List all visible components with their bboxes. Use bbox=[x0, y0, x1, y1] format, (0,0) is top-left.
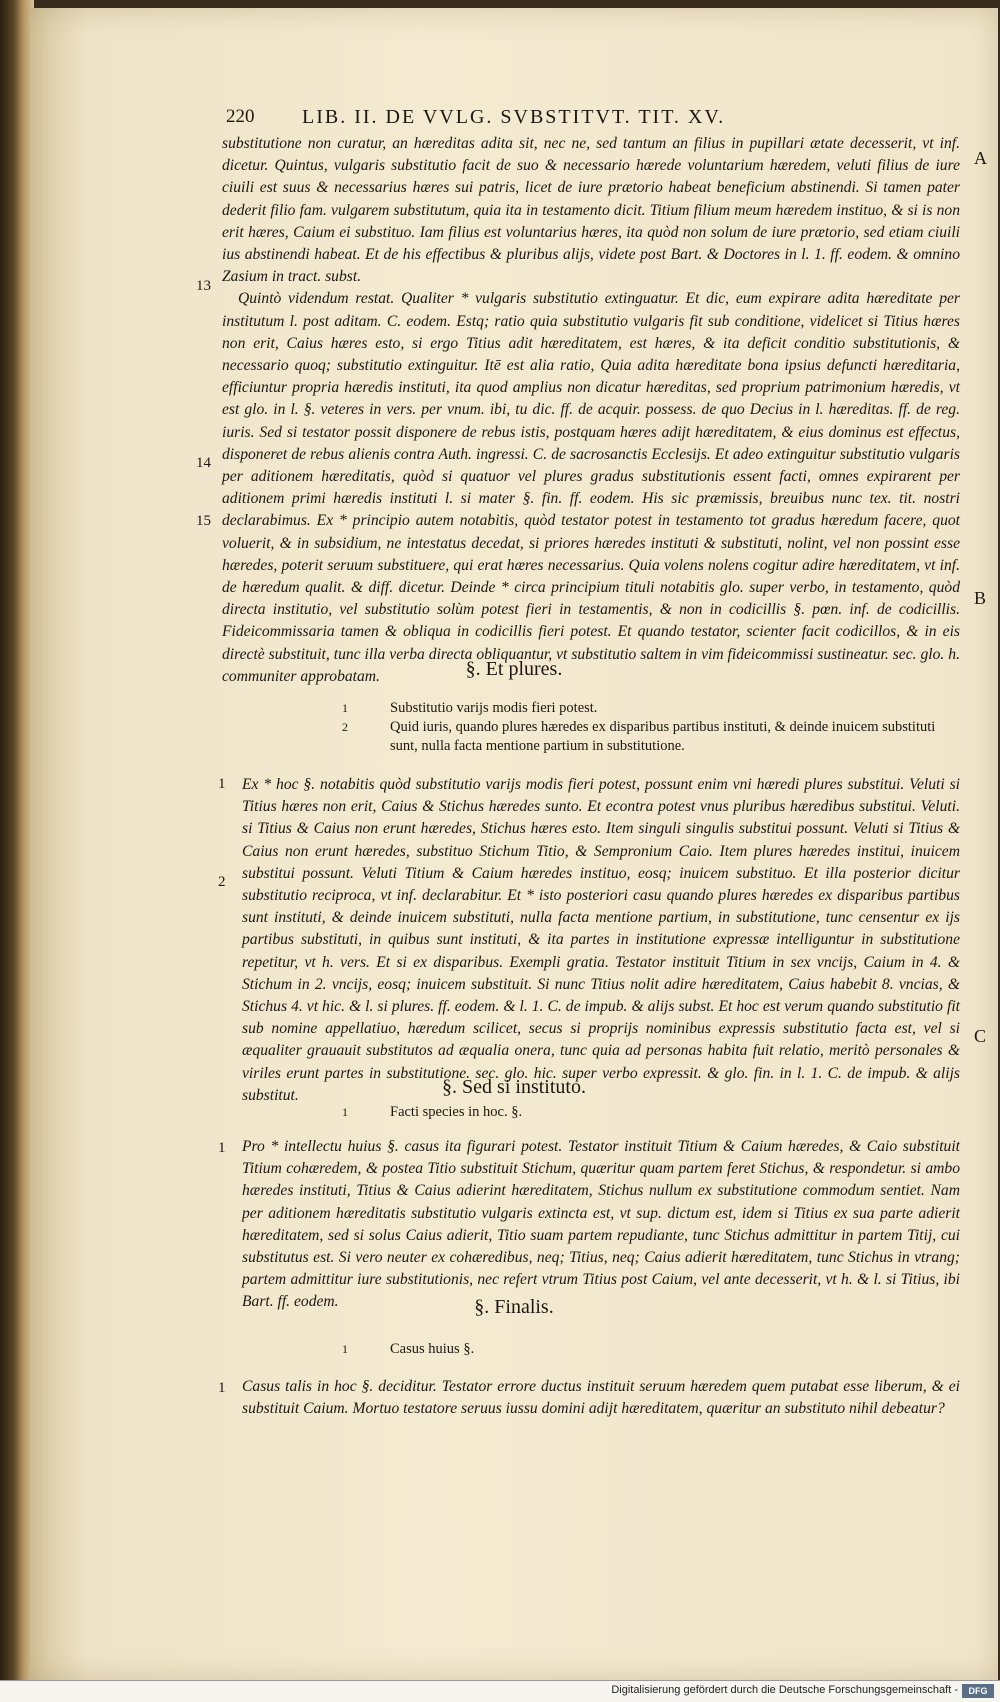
summary-number: 1 bbox=[342, 701, 348, 715]
footer-credit: Digitalisierung gefördert durch die Deutsche Forschungsgemeinschaft - bbox=[611, 1684, 958, 1696]
margin-letter-a: A bbox=[974, 148, 987, 168]
side-number-13: 13 bbox=[196, 278, 211, 294]
section3-text: Casus talis in hoc §. deciditur. Testator errore ductus instituit seruum hæredem quem putabat esse liberum, & ei substituit Caium. Mortuo testatore seruus iussu domini adijt hæreditatem, quæritur an substituto nihil debeatur? bbox=[242, 1378, 960, 1418]
side-number-1: 1 bbox=[218, 1380, 226, 1396]
summary-item bbox=[342, 1103, 942, 1122]
book-spine bbox=[0, 0, 34, 1701]
section2-text: Pro * intellectu huius §. casus ita figurari potest. Testator instituit Titium & Caium hæredes, & Caio substituit Titium cohæredem, & postea Titio substituit Stichum, quæritur quam partem feret Stichus, & respondetur. si ambo hæredes instituti, Titius & Caius adierint hæreditatem, Stichus nullum ex substitutione commodum sentiet. Nam per aditionem hæreditatis substitutio vulgaris extincta est, vt sup. dictum est, idem si Titius ex sua parte adierit hæreditatem, sed si solus Caius adierit, Titio suam partem repudiante, tunc Stichus admittitur in partem Titij, cui substitutus est. Si vero neuter ex cohæredibus, neq; Titius, neq; Caius adierit hæreditatem, tunc Stichus in vtrang; partem admittitur iure substitutionis, nec refert vtrum Titius post Caium, vel ante decesserit, vt h. & l. si Titius, ibi Bart. ff. eodem. bbox=[242, 1138, 960, 1311]
summary-item bbox=[342, 1340, 942, 1359]
summary-number: 1 bbox=[342, 1342, 348, 1356]
section1-summary bbox=[342, 699, 942, 756]
summary-text: Quid iuris, quando plures hæredes ex disparibus partibus instituti, & deinde inuicem substituti sunt, nulla facta mentione partium in substitutione. bbox=[390, 719, 936, 754]
section-title-sed-si-instituto: §. Sed si instituto. bbox=[442, 1076, 586, 1098]
summary-item bbox=[342, 699, 942, 718]
section2-summary bbox=[342, 1103, 942, 1122]
margin-letter-c: C bbox=[974, 1026, 987, 1046]
summary-text: Substitutio varijs modis fieri potest. bbox=[390, 700, 598, 716]
summary-text: Casus huius §. bbox=[390, 1341, 475, 1357]
summary-item bbox=[342, 718, 942, 756]
side-number-14: 14 bbox=[196, 455, 211, 471]
paragraph-extinction: Quintò videndum restat. Qualiter * vulgaris substitutio extinguatur. Et dic, eum expirare adita hæreditate per institutum l. post aditam. C. eodem. Estq; ratio quia substitutio vulgaris fit sub conditione, videlicet si Titius hæres non erit, Caius hæres esto, si ergo Titius adit hæreditatem, est hæres, & ita deficit conditio substitutionis, & necessario quoq; substitutio extinguitur. Itē est alia ratio, Quia adita hæreditate bona ipsius defuncti hæreditaria, efficiuntur propria hæredis instituti, ita quod amplius non dicatur hæreditas, sed proprium patrimonium hæredis, vt est glo. in l. §. veteres in vers. per vnum. ibi, tu dic. ff. de acquir. possess. de quo Decius in l. hæreditas. ff. de reg. iuris. Sed si testator possit disponere de rebus istis, postquam hæres adijt hæreditatem, & eius dominus est effectus, disponeret de rebus alienis contra Auth. ingressi. C. de sacrosanctis Ecclesijs. Et adeo extinguitur substitutio vulgaris per aditionem hæreditatis, quòd si quatuor vel plures gradus substitutionis essent facti, omnes expirarent per aditionem primi hæredis instituti l. si mater §. fin. ff. eodem. His sic præmissis, breuibus nunc tex. tit. nostri declarabimus. Ex * principio autem notabitis, quòd testator potest in testamento tot gradus hæredum facere, quot voluerit, & in subsidium, ne intestatus decedat, si priores hæredes instituti & substituti, nolint, vel non possint esse hæredes, poterit seruum substituere, qui erat hæres necessarius. Quia volens nolens cogitur adire hæreditatem, vt inf. de hæredum qualit. & diff. dicetur. Deinde * circa principium tituli notabitis glo. super verbo, in testamento, quòd directa institutio, vel substitutio solùm potest fieri in testamentis, & non in codicillis §. pœn. inf. de codicillis. Fideicommissaria tamen & obliqua in codicillis fieri potest. Et quando testator, scienter facit codicillos, & in eis directè substituit, tunc illa verba directa obliquantur, vt substitutio saltem in vim fideicommissi sustineatur. sec. glo. h. communiter approbatam. bbox=[222, 290, 960, 685]
dfg-logo: DFG bbox=[962, 1684, 994, 1698]
digitization-footer bbox=[0, 1680, 1000, 1702]
section1-text: Ex * hoc §. notabitis quòd substitutio varijs modis fieri potest, possunt enim vni hæredi plures substitui. Veluti si Titius hæres non erit, Caius & Stichus hæredes sunto. Et econtra potest vnus pluribus hæredibus substitui. Veluti. si Titius & Caius non erunt hæredes, Stichus hæres esto. Item singuli singulis substitui possunt. Veluti si Titius & Caius non erunt hæredes, substituo Stichum Titio, & Sempronium Caio. Item plures hæredes institui, inuicem substitui possunt. Veluti Titium & Caium hæredes instituo, eosq; inuicem substituo. Et illa posterior dicitur substitutio reciproca, vt inf. declarabitur. Et * isto posteriori casu quando plures hæredes ex disparibus partibus sunt instituti, & deinde inuicem substituti, nulla facta mentione partium, in substitutione, tunc censentur ex ijs partibus substituti, in quibus sunt instituti, & ita partes in institutione expressæ intelliguntur in substitutione repetitur, vt h. vers. Et si ex disparibus. Exempli gratia. Testator instituit Titium in sex vncijs, Caium in 4. & Stichum in 2. vncijs, eosq; inuicem substituit. Si nunc Titius nolit adire hæreditatem, Caius habebit 8. vncias, & Stichus 4. vt hic. & l. si plures. ff. eodem. & l. 1. C. de impub. & alijs subst. Et hoc est verum quando substitutio fit sub nomine appellatiuo, hæredum scilicet, secus si proprijs nominibus expressis substitutio facta est, vel si æqualiter grauauit substitutos ad æqualia onera, tunc quia ad personas habita fuit relatio, meritò personales & viriles erunt partes in substitutione. sec. glo. hic. super verbo expressit. & glo. fin. in l. 1. C. de impub. & alijs substitut. bbox=[242, 776, 960, 1104]
page-number: 220 bbox=[226, 106, 255, 127]
book-page bbox=[30, 8, 998, 1680]
running-title: LIB. II. DE VVLG. SVBSTITVT. TIT. XV. bbox=[302, 106, 726, 128]
side-number-1: 1 bbox=[218, 776, 226, 792]
side-number-2: 2 bbox=[218, 874, 226, 890]
summary-number: 2 bbox=[342, 720, 348, 734]
margin-letter-b: B bbox=[974, 588, 987, 608]
section3-summary bbox=[342, 1340, 942, 1359]
section-title-finalis: §. Finalis. bbox=[474, 1296, 554, 1318]
side-number-15: 15 bbox=[196, 513, 211, 529]
section-title-et-plures: §. Et plures. bbox=[465, 658, 563, 680]
summary-number: 1 bbox=[342, 1105, 348, 1119]
top-text-block bbox=[222, 133, 960, 688]
paragraph-continued: substitutione non curatur, an hæreditas adita sit, nec ne, sed tantum an filius in pupillari ætate decesserit, vt inf. dicetur. Quintus, vulgaris substitutio facit de suo & necessario hærede voluntarium hæredem, veluti filius de iure ciuili est suus & necessarius hæres sui patris, licet de iure prætorio habeat beneficium abstinendi. Si tamen pater dederit filio fam. vulgarem substitutum, quia ita in testamento dicit. Titium filium meum hæredem instituo, & si is non erit hæres, Caium ei substituo. Iam filius est voluntarius hæres, ita quòd non solum de iure prætorio, sed etiam ciuili ius abstinendi habeat. Et de his effectibus & pluribus alijs, videte post Bart. & Doctores in l. 1. ff. eodem. & omnino Zasium in tract. subst. bbox=[222, 135, 960, 286]
side-number-1: 1 bbox=[218, 1140, 226, 1156]
summary-text: Facti species in hoc. §. bbox=[390, 1104, 523, 1120]
